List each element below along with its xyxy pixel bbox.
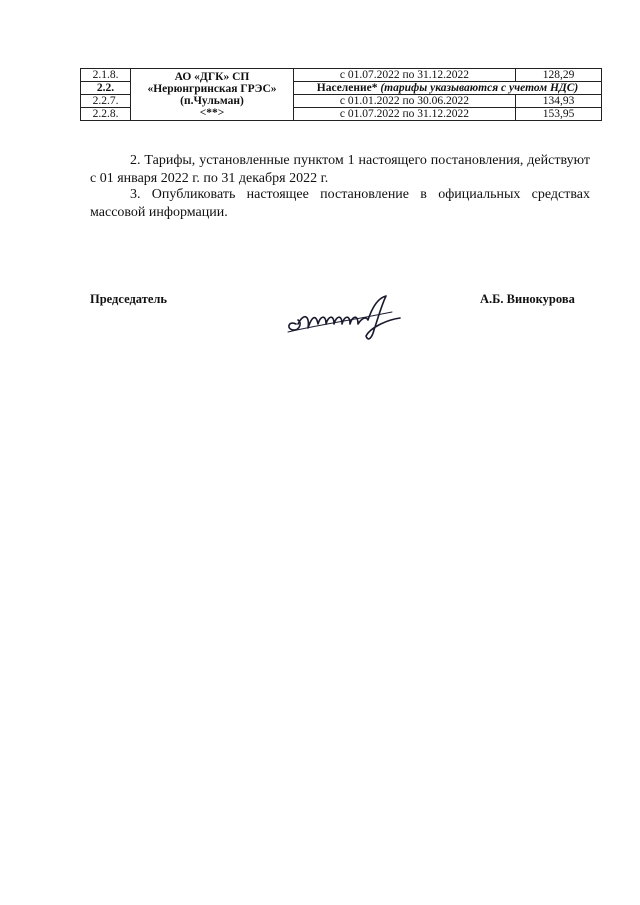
tariff-table [80,68,602,121]
group-note: (тарифы указываются с учетом НДС) [380,82,579,94]
paragraph-3 [90,186,590,222]
row-number: 2.1.8. [81,69,131,82]
paragraph-2 [90,152,590,188]
row-number: 2.2.7. [81,95,131,108]
tariff-value: 153,95 [516,108,602,121]
organization-location: (п.Чульман) [180,94,244,107]
tariff-period: с 01.07.2022 по 31.12.2022 [294,69,516,82]
chair-name: А.Б. Винокурова [480,292,575,306]
table-row [81,69,602,82]
handwritten-signature [282,290,412,350]
tariff-period: с 01.07.2022 по 31.12.2022 [294,108,516,121]
group-header [294,82,602,95]
chair-title: Председатель [90,292,168,306]
group-title: Население* [316,82,378,94]
paragraph-2-text: 2. Тарифы, установленные пунктом 1 настоящего постановления, действуют с 01 января 2022 г. по 31 декабря 2022 г. [90,153,590,186]
row-number: 2.2. [81,82,131,95]
tariff-value: 128,29 [516,69,602,82]
tariff-value: 134,93 [516,95,602,108]
tariff-period: с 01.01.2022 по 30.06.2022 [294,95,516,108]
row-number: 2.2.8. [81,108,131,121]
paragraph-3-text: 3. Опубликовать настоящее постановление в официальных средствах массовой информации. [90,187,590,220]
organization-name: АО «ДГК» СП [174,70,250,83]
organization-footnote-mark: <**> [199,106,225,119]
organization-plant: «Нерюнгринская ГРЭС» [147,82,277,95]
organization-cell [131,69,294,121]
